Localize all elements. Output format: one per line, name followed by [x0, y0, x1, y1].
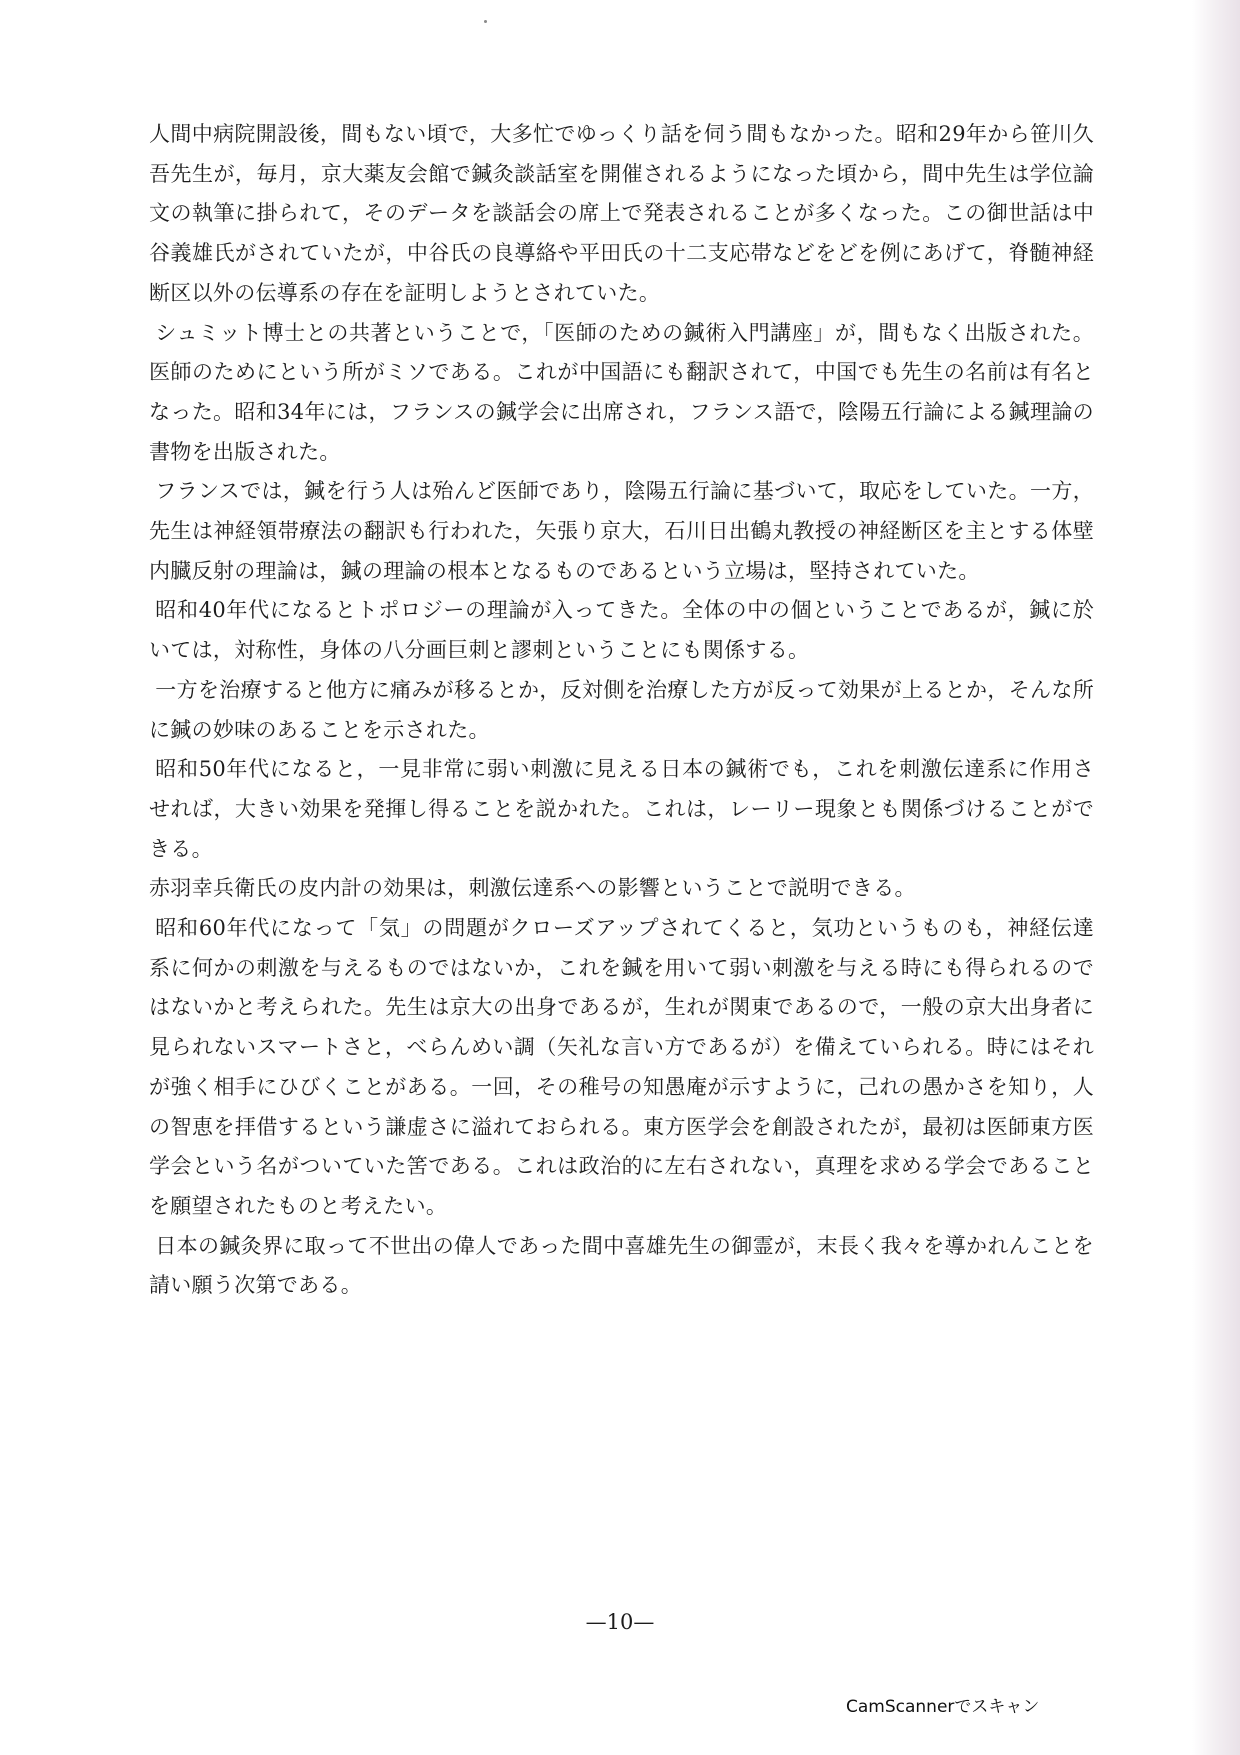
document-body: [149, 115, 1094, 1306]
paragraph: 昭和50年代になると，一見非常に弱い刺激に見える日本の鍼術でも，これを刺激伝達系に作用させれば，大きい効果を発揮し得ることを説かれた。これは，レーリー現象とも関係づけることができる。: [149, 757, 1094, 861]
scanner-watermark: CamScannerでスキャン: [846, 1697, 1040, 1717]
paragraph: 昭和60年代になって「気」の問題がクローズアップされてくると，気功というものも，神経伝達系に何かの刺激を与えるものではないか，これを鍼を用いて弱い刺激を与える時にも得られるのではないかと考えられた。先生は京大の出身であるが，生れが関東であるので，一般の京大出身者に見られないスマートさと，べらんめい調（矢礼な言い方であるが）を備えていられる。時にはそれが強く相手にひびくことがある。一回，その稚号の知愚庵が示すように，己れの愚かさを知り，人の智恵を拝借するという謙虚さに溢れておられる。東方医学会を創設されたが，最初は医師東方医学会という名がついていた筈である。これは政治的に左右されない，真理を求める学会であることを願望されたものと考えたい。: [149, 916, 1094, 1218]
paragraph: シュミット博士との共著ということで，「医師のための鍼術入門講座」が，間もなく出版された。医師のためにという所がミソである。これが中国語にも翻訳されて，中国でも先生の名前は有名となった。昭和34年には，フランスの鍼学会に出席され，フランス語で，陰陽五行論による鍼理論の書物を出版された。: [149, 320, 1094, 464]
page-number: —10—: [585, 1610, 655, 1634]
paragraph: 人間中病院開設後，間もない頃で，大多忙でゆっくり話を伺う間もなかった。昭和29年から笹川久吾先生が，毎月，京大薬友会館で鍼灸談話室を開催されるようになった頃から，間中先生は学位論文の執筆に掛られて，そのデータを談話会の席上で発表されることが多くなった。この御世話は中谷義雄氏がされていたが，中谷氏の良導絡や平田氏の十二支応帯などをどを例にあげて，脊髄神経断区以外の伝導系の存在を証明しようとされていた。: [149, 122, 1094, 305]
paragraph: 一方を治療すると他方に痛みが移るとか，反対側を治療した方が反って効果が上るとか，そんな所に鍼の妙味のあることを示された。: [149, 677, 1094, 742]
scan-dust-speck: [484, 20, 487, 23]
paragraph: 昭和40年代になるとトポロジーの理論が入ってきた。全体の中の個ということであるが，鍼に於いては，対称性，身体の八分画巨刺と謬刺ということにも関係する。: [149, 598, 1094, 663]
paragraph: フランスでは，鍼を行う人は殆んど医師であり，陰陽五行論に基づいて，取応をしていた。一方，先生は神経領帯療法の翻訳も行われた，矢張り京大，石川日出鶴丸教授の神経断区を主とする体壁内臓反射の理論は，鍼の理論の根本となるものであるという立場は，堅持されていた。: [149, 479, 1094, 583]
paragraph: 日本の鍼灸界に取って不世出の偉人であった間中喜雄先生の御霊が，末長く我々を導かれんことを請い願う次第である。: [149, 1233, 1094, 1298]
scan-edge-shadow: [1192, 0, 1240, 1755]
paragraph: 赤羽幸兵衛氏の皮内計の効果は，刺激伝達系への影響ということで説明できる。: [149, 876, 916, 901]
